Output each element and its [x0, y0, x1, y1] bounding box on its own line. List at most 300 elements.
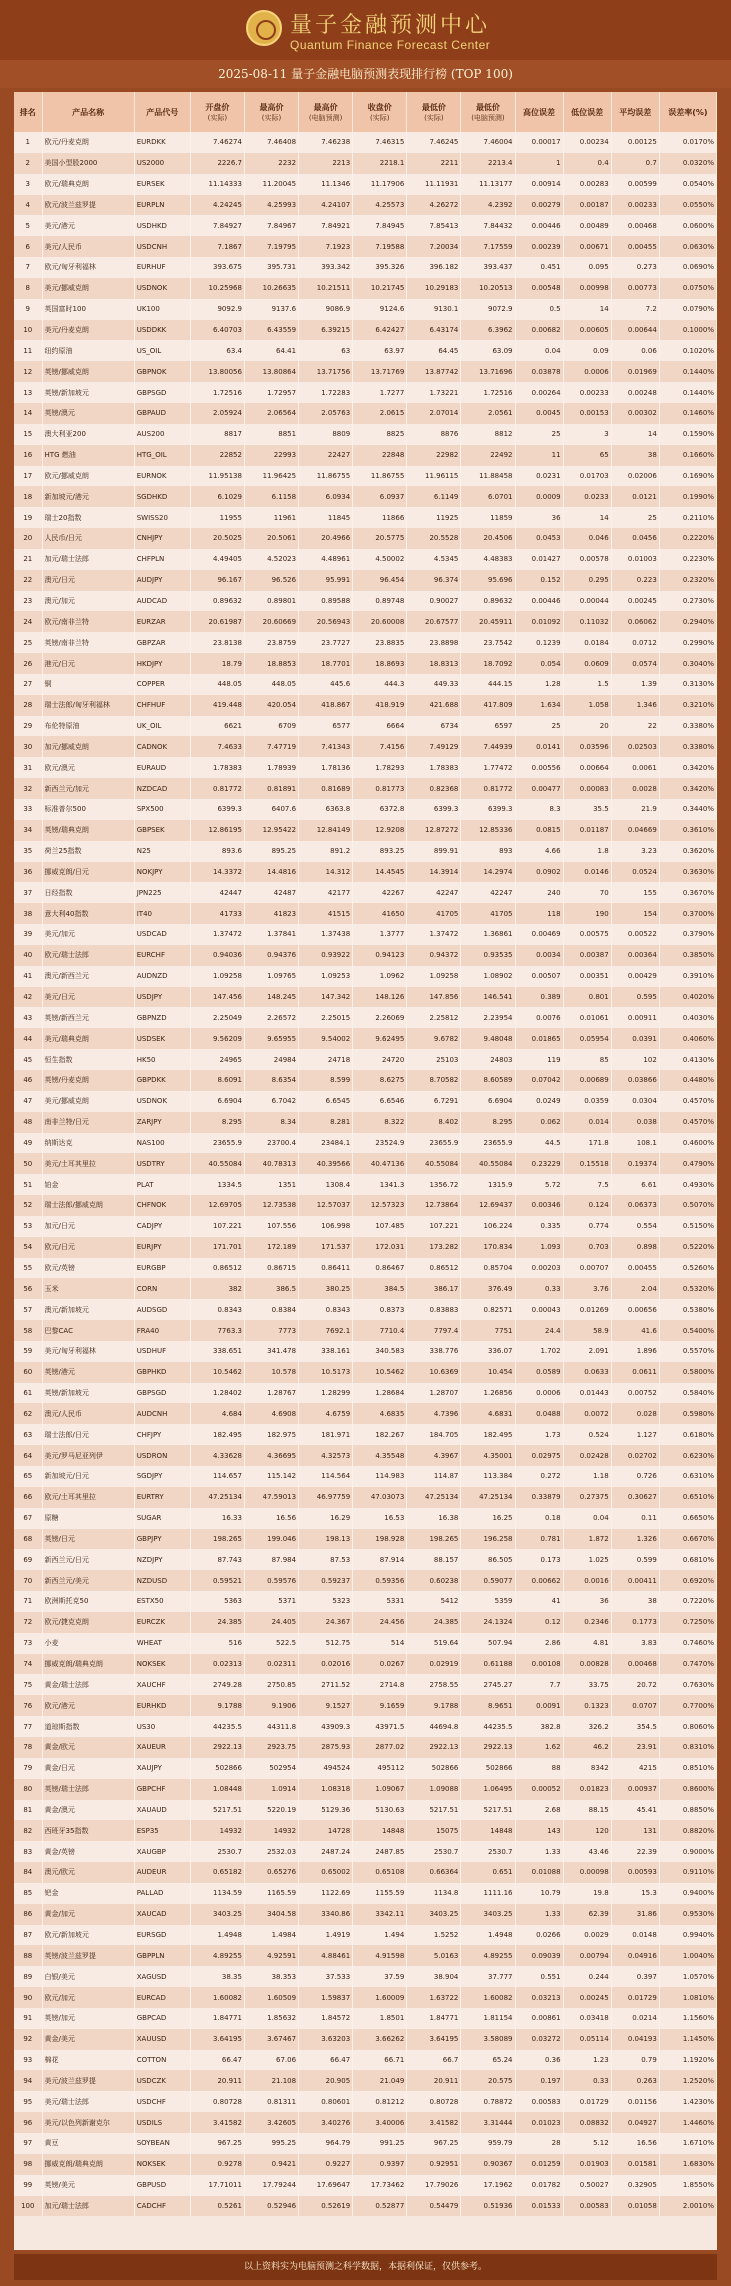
table-cell: 170.834 — [461, 1237, 515, 1258]
table-cell: 3.23 — [611, 841, 659, 862]
table-cell: 新加坡元/港元 — [42, 486, 134, 507]
table-cell: 0.4790% — [659, 1153, 716, 1174]
table-cell: 6.43174 — [407, 320, 461, 341]
table-cell: 0.01581 — [611, 2154, 659, 2175]
table-cell: 40 — [14, 945, 42, 966]
table-cell: 16.33 — [190, 1508, 244, 1529]
table-cell: 7.19795 — [244, 236, 298, 257]
table-cell: 黄金/欧元 — [42, 1737, 134, 1758]
table-cell: 51 — [14, 1174, 42, 1195]
table-cell: 0.8373 — [353, 1299, 407, 1320]
table-cell: 0.244 — [563, 1966, 611, 1987]
table-cell: UK100 — [134, 299, 190, 320]
table-row — [14, 924, 717, 945]
table-cell: 119 — [515, 1049, 563, 1070]
table-cell: 0.52877 — [353, 2196, 407, 2217]
table-cell: AUDEUR — [134, 1862, 190, 1883]
table-cell: 27 — [14, 674, 42, 695]
table-cell: 3342.11 — [353, 1904, 407, 1925]
table-cell: 54 — [14, 1237, 42, 1258]
table-cell: GBPCHF — [134, 1779, 190, 1800]
table-cell: 4.88461 — [299, 1945, 353, 1966]
table-cell: 2530.7 — [190, 1841, 244, 1862]
table-cell: 1.4984 — [244, 1925, 298, 1946]
table-cell: EURJPY — [134, 1237, 190, 1258]
table-cell: 9.56209 — [190, 1028, 244, 1049]
table-cell: 18.79 — [190, 653, 244, 674]
table-cell: 91 — [14, 2008, 42, 2029]
table-row — [14, 2133, 717, 2154]
table-row — [14, 1549, 717, 1570]
table-cell: 7 — [14, 257, 42, 278]
table-cell: 0.8510% — [659, 1758, 716, 1779]
table-cell: ESP35 — [134, 1820, 190, 1841]
table-row — [14, 1591, 717, 1612]
table-cell: 0.52946 — [244, 2196, 298, 2217]
table-cell: 6.0937 — [353, 486, 407, 507]
table-cell: SGDJPY — [134, 1466, 190, 1487]
table-cell: 6.39215 — [299, 320, 353, 341]
table-cell: 1.60082 — [190, 1987, 244, 2008]
table-cell: 10.5173 — [299, 1362, 353, 1383]
table-cell: 47 — [14, 1091, 42, 1112]
table-cell: 0.89632 — [461, 591, 515, 612]
table-cell: 98 — [14, 2154, 42, 2175]
table-cell: 20.60008 — [353, 611, 407, 632]
table-cell: 512.75 — [299, 1633, 353, 1654]
table-cell: 38.35 — [190, 1966, 244, 1987]
table-cell: 7.49129 — [407, 736, 461, 757]
table-cell: 1.093 — [515, 1237, 563, 1258]
table-row — [14, 2050, 717, 2071]
table-cell: 32 — [14, 778, 42, 799]
table-cell: 0.3670% — [659, 882, 716, 903]
table-cell: 美元/瑞士法郎 — [42, 2091, 134, 2112]
table-cell: 0.00446 — [515, 591, 563, 612]
table-row — [14, 1945, 717, 1966]
table-cell: 21.108 — [244, 2070, 298, 2091]
table-cell: 44311.8 — [244, 1716, 298, 1737]
table-cell: HTG_OIL — [134, 445, 190, 466]
table-cell: 14 — [611, 424, 659, 445]
table-cell: 0.054 — [515, 653, 563, 674]
table-cell: 23.8759 — [244, 632, 298, 653]
table-cell: 88.157 — [407, 1549, 461, 1570]
table-cell: 0.01023 — [515, 2112, 563, 2133]
table-row — [14, 799, 717, 820]
table-cell: 13.87742 — [407, 361, 461, 382]
table-cell: 0.65276 — [244, 1862, 298, 1883]
table-cell: 4.25993 — [244, 195, 298, 216]
table-cell: 4.5345 — [407, 549, 461, 570]
table-cell: 黄金/澳元 — [42, 1800, 134, 1821]
table-cell: 3.41582 — [407, 2112, 461, 2133]
table-cell: NZDUSD — [134, 1570, 190, 1591]
table-cell: 5331 — [353, 1591, 407, 1612]
column-header: 最高价 (实际) — [244, 92, 298, 132]
table-cell: 0.5570% — [659, 1341, 716, 1362]
table-cell: 4.89255 — [461, 1945, 515, 1966]
table-cell: 0.335 — [515, 1216, 563, 1237]
table-cell: 895.25 — [244, 841, 298, 862]
table-cell: 英镑/日元 — [42, 1529, 134, 1550]
table-cell: 4.50002 — [353, 549, 407, 570]
table-cell: 20.61987 — [190, 611, 244, 632]
table-cell: 40.55084 — [407, 1153, 461, 1174]
table-cell: 黄金/加元 — [42, 1904, 134, 1925]
table-row — [14, 174, 717, 195]
table-cell: COPPER — [134, 674, 190, 695]
table-cell: 39 — [14, 924, 42, 945]
table-cell: 欧元/南非兰特 — [42, 611, 134, 632]
table-cell: 0.124 — [563, 1195, 611, 1216]
table-cell: 0.86512 — [190, 1258, 244, 1279]
table-cell: 0.00203 — [515, 1258, 563, 1279]
table-cell: 88 — [515, 1758, 563, 1779]
table-cell: 2922.13 — [190, 1737, 244, 1758]
table-cell: 63.09 — [461, 340, 515, 361]
table-cell: 澳元/日元 — [42, 570, 134, 591]
table-cell: 0.2110% — [659, 507, 716, 528]
table-cell: 38.353 — [244, 1966, 298, 1987]
table-cell: 30 — [14, 736, 42, 757]
table-cell: 0.5260% — [659, 1258, 716, 1279]
table-cell: 0.2990% — [659, 632, 716, 653]
table-cell: 0.11032 — [563, 611, 611, 632]
table-cell: 55 — [14, 1258, 42, 1279]
table-cell: 3.42605 — [244, 2112, 298, 2133]
table-cell: 7.84927 — [190, 215, 244, 236]
table-cell: 1351 — [244, 1174, 298, 1195]
table-cell: 1.4230% — [659, 2091, 716, 2112]
table-cell: 1.1450% — [659, 2029, 716, 2050]
table-cell: 9.65955 — [244, 1028, 298, 1049]
table-cell: 0.94376 — [244, 945, 298, 966]
table-cell: 0.8310% — [659, 1737, 716, 1758]
table-cell: 11866 — [353, 507, 407, 528]
table-cell: 荷兰25指数 — [42, 841, 134, 862]
table-cell: 英镑/澳元 — [42, 403, 134, 424]
table-cell: 22492 — [461, 445, 515, 466]
table-cell: 15075 — [407, 1820, 461, 1841]
table-cell: 0.0233 — [563, 486, 611, 507]
table-cell: 0.2320% — [659, 570, 716, 591]
table-cell: 33 — [14, 799, 42, 820]
table-cell: 1.09067 — [353, 1779, 407, 1800]
table-cell: 0.00664 — [563, 757, 611, 778]
table-cell: 22852 — [190, 445, 244, 466]
table-cell: 黄豆 — [42, 2133, 134, 2154]
table-cell: 18.7092 — [461, 653, 515, 674]
table-cell: GBPSEK — [134, 820, 190, 841]
table-cell: 516 — [190, 1633, 244, 1654]
table-cell: 14932 — [244, 1820, 298, 1841]
table-cell: 6.7042 — [244, 1091, 298, 1112]
table-row — [14, 445, 717, 466]
table-cell: 美国小型股2000 — [42, 153, 134, 174]
table-cell: 25103 — [407, 1049, 461, 1070]
table-cell: 44.5 — [515, 1133, 563, 1154]
table-row — [14, 862, 717, 883]
table-cell: 190 — [563, 903, 611, 924]
table-cell: 巴黎CAC — [42, 1320, 134, 1341]
table-cell: EURHKD — [134, 1695, 190, 1716]
table-cell: 1.28767 — [244, 1383, 298, 1404]
table-cell: 16.56 — [244, 1508, 298, 1529]
table-cell: 南非兰特/日元 — [42, 1112, 134, 1133]
table-cell: 18.8693 — [353, 653, 407, 674]
table-cell: 0.79 — [611, 2050, 659, 2071]
table-cell: 12.86195 — [190, 820, 244, 841]
table-row — [14, 1070, 717, 1091]
table-cell: 1.28684 — [353, 1383, 407, 1404]
table-cell: 挪威克朗/日元 — [42, 862, 134, 883]
table-cell: 393.342 — [299, 257, 353, 278]
table-cell: 加元/瑞士法郎 — [42, 2196, 134, 2217]
table-cell: 0.00911 — [611, 1007, 659, 1028]
table-cell: 欧元/瑞典克朗 — [42, 174, 134, 195]
table-cell: 9.1788 — [190, 1695, 244, 1716]
table-cell: 4.35001 — [461, 1445, 515, 1466]
table-row — [14, 1466, 717, 1487]
table-cell: 6734 — [407, 716, 461, 737]
table-cell: 24965 — [190, 1049, 244, 1070]
table-cell: CORN — [134, 1278, 190, 1299]
table-cell: 0.0633 — [563, 1362, 611, 1383]
table-cell: 502866 — [461, 1758, 515, 1779]
table-row — [14, 2008, 717, 2029]
table-cell: 原糖 — [42, 1508, 134, 1529]
table-cell: HTG 燃油 — [42, 445, 134, 466]
table-cell: 338.776 — [407, 1341, 461, 1362]
table-cell: 43909.3 — [299, 1716, 353, 1737]
table-cell: 0.00469 — [515, 924, 563, 945]
table-cell: 2.07014 — [407, 403, 461, 424]
table-cell: 8.322 — [353, 1112, 407, 1133]
table-cell: 1.1560% — [659, 2008, 716, 2029]
table-cell: 美元/挪威克朗 — [42, 278, 134, 299]
table-cell: EURNOK — [134, 466, 190, 487]
table-cell: 0.89801 — [244, 591, 298, 612]
table-cell: 9.1788 — [407, 1695, 461, 1716]
table-row — [14, 299, 717, 320]
table-cell: 0.00153 — [563, 403, 611, 424]
table-cell: 25 — [515, 424, 563, 445]
table-cell: 0.1239 — [515, 632, 563, 653]
table-cell: 港元/日元 — [42, 653, 134, 674]
table-cell: 1134.59 — [190, 1883, 244, 1904]
table-cell: 9072.9 — [461, 299, 515, 320]
table-cell: 意大利40指数 — [42, 903, 134, 924]
table-cell: 0.00187 — [563, 195, 611, 216]
table-cell: 2232 — [244, 153, 298, 174]
table-cell: 1.78383 — [190, 757, 244, 778]
table-cell: 瑞士法郎/匈牙利福林 — [42, 695, 134, 716]
table-cell: 519.64 — [407, 1633, 461, 1654]
table-cell: 英镑/加元 — [42, 2008, 134, 2029]
table-cell: 0.0184 — [563, 632, 611, 653]
table-cell: 0.65182 — [190, 1862, 244, 1883]
table-cell: 0.6310% — [659, 1466, 716, 1487]
table-cell: 5217.51 — [461, 1800, 515, 1821]
table-cell: 8.295 — [461, 1112, 515, 1133]
table-cell: USDHUF — [134, 1341, 190, 1362]
table-cell: 40.47136 — [353, 1153, 407, 1174]
table-cell: 0.7470% — [659, 1654, 716, 1675]
table-cell: 0.4130% — [659, 1049, 716, 1070]
table-cell: 黄金/瑞士法郎 — [42, 1674, 134, 1695]
table-cell: NZDJPY — [134, 1549, 190, 1570]
table-cell: 1.1920% — [659, 2050, 716, 2071]
table-cell: 6.6904 — [190, 1091, 244, 1112]
table-cell: UK_OIL — [134, 716, 190, 737]
table-cell: 2750.85 — [244, 1674, 298, 1695]
table-row — [14, 1133, 717, 1154]
table-cell: 1.127 — [611, 1424, 659, 1445]
table-cell: 新加坡元/日元 — [42, 1466, 134, 1487]
table-cell: 0.0076 — [515, 1007, 563, 1028]
table-row — [14, 215, 717, 236]
table-cell: 37.533 — [299, 1966, 353, 1987]
table-cell: 0.00052 — [515, 1779, 563, 1800]
table-cell: 7.7 — [515, 1674, 563, 1695]
table-cell: GBPHKD — [134, 1362, 190, 1383]
table-cell: 23.8898 — [407, 632, 461, 653]
table-cell: 英镑/新西兰元 — [42, 1007, 134, 1028]
table-cell: 62 — [14, 1403, 42, 1424]
table-cell: 5220.19 — [244, 1800, 298, 1821]
table-cell: 1.06495 — [461, 1779, 515, 1800]
table-cell: 0.59356 — [353, 1570, 407, 1591]
table-cell: SGDHKD — [134, 486, 190, 507]
table-cell: 0.00477 — [515, 778, 563, 799]
table-cell: 0.8343 — [190, 1299, 244, 1320]
table-cell: 0.0609 — [563, 653, 611, 674]
table-cell: 0.01088 — [515, 1862, 563, 1883]
table-cell: 7.17559 — [461, 236, 515, 257]
table-cell: 65 — [14, 1466, 42, 1487]
table-cell: 9092.9 — [190, 299, 244, 320]
table-cell: 0.9400% — [659, 1883, 716, 1904]
table-cell: 20.5775 — [353, 528, 407, 549]
table-cell: 1.28 — [515, 674, 563, 695]
table-cell: 1.37472 — [407, 924, 461, 945]
table-cell: 24.385 — [190, 1612, 244, 1633]
table-cell: 0.00507 — [515, 966, 563, 987]
table-cell: 0.19374 — [611, 1153, 659, 1174]
table-cell: 0.0589 — [515, 1362, 563, 1383]
table-cell: 0.0231 — [515, 466, 563, 487]
table-cell: 61 — [14, 1383, 42, 1404]
table-cell: 0.00455 — [611, 236, 659, 257]
table-cell: 0.80728 — [190, 2091, 244, 2112]
table-cell: 24718 — [299, 1049, 353, 1070]
table-cell: 4.684 — [190, 1403, 244, 1424]
table-cell: 0.1460% — [659, 403, 716, 424]
table-cell: 恒生指数 — [42, 1049, 134, 1070]
table-cell: 0.01058 — [611, 2196, 659, 2217]
table-cell: 23655.9 — [190, 1133, 244, 1154]
table-cell: 12 — [14, 361, 42, 382]
table-cell: 9 — [14, 299, 42, 320]
table-row — [14, 1570, 717, 1591]
table-cell: 2.86 — [515, 1633, 563, 1654]
column-header: 低位误差 — [563, 92, 611, 132]
table-cell: 13.71769 — [353, 361, 407, 382]
table-cell: 0.89748 — [353, 591, 407, 612]
table-row — [14, 2029, 717, 2050]
table-cell: 1.896 — [611, 1341, 659, 1362]
table-cell: 5359 — [461, 1591, 515, 1612]
table-cell: 66.7 — [407, 2050, 461, 2071]
table-cell: 0.0707 — [611, 1695, 659, 1716]
table-cell: 0.3850% — [659, 945, 716, 966]
table-cell: 41.6 — [611, 1320, 659, 1341]
table-cell: 14848 — [461, 1820, 515, 1841]
table-cell: 6399.3 — [407, 799, 461, 820]
table-row — [14, 2070, 717, 2091]
table-cell: 8817 — [190, 424, 244, 445]
table-cell: GBPJPY — [134, 1529, 190, 1550]
table-cell: 英镑/瑞典克朗 — [42, 820, 134, 841]
table-cell: 893.6 — [190, 841, 244, 862]
table-cell: 7.46315 — [353, 132, 407, 153]
table-cell: 4.35548 — [353, 1445, 407, 1466]
table-cell: ESTX50 — [134, 1591, 190, 1612]
table-cell: 2.25015 — [299, 1007, 353, 1028]
table-row — [14, 1674, 717, 1695]
table-cell: 63 — [14, 1424, 42, 1445]
table-cell: 42247 — [461, 882, 515, 903]
table-cell: 0.00351 — [563, 966, 611, 987]
table-cell: 87.743 — [190, 1549, 244, 1570]
table-cell: 1.72283 — [299, 382, 353, 403]
table-cell: 0.89632 — [190, 591, 244, 612]
table-cell: 0.6180% — [659, 1424, 716, 1445]
table-cell: 382.8 — [515, 1716, 563, 1737]
table-cell: 0.03272 — [515, 2029, 563, 2050]
table-cell: 0.33 — [563, 2070, 611, 2091]
table-cell: CADJPY — [134, 1216, 190, 1237]
table-cell: 英镑/瑞士法郎 — [42, 1779, 134, 1800]
table-cell: 0.00583 — [563, 2196, 611, 2217]
table-cell: 494524 — [299, 1758, 353, 1779]
table-cell: 2923.75 — [244, 1737, 298, 1758]
table-cell: 11.17906 — [353, 174, 407, 195]
table-cell: 14.3914 — [407, 862, 461, 883]
table-cell: SWISS20 — [134, 507, 190, 528]
table-cell: 0.06062 — [611, 611, 659, 632]
table-cell: 20.5061 — [244, 528, 298, 549]
table-cell: 114.564 — [299, 1466, 353, 1487]
table-cell: 18 — [14, 486, 42, 507]
table-cell: 21.049 — [353, 2070, 407, 2091]
table-cell: 1.72957 — [244, 382, 298, 403]
table-cell: 421.688 — [407, 695, 461, 716]
table-cell: 布伦特原油 — [42, 716, 134, 737]
table-cell: 60 — [14, 1362, 42, 1383]
table-cell: 0.94372 — [407, 945, 461, 966]
table-cell: 欧元/日元 — [42, 1237, 134, 1258]
table-cell: 0.1773 — [611, 1612, 659, 1633]
table-cell: 2487.24 — [299, 1841, 353, 1862]
table-cell: 0.0267 — [353, 1654, 407, 1675]
table-cell: 0.00794 — [563, 1945, 611, 1966]
table-cell: 8851 — [244, 424, 298, 445]
table-cell: N25 — [134, 841, 190, 862]
table-cell: 1.494 — [353, 1925, 407, 1946]
table-cell: 9.1906 — [244, 1695, 298, 1716]
